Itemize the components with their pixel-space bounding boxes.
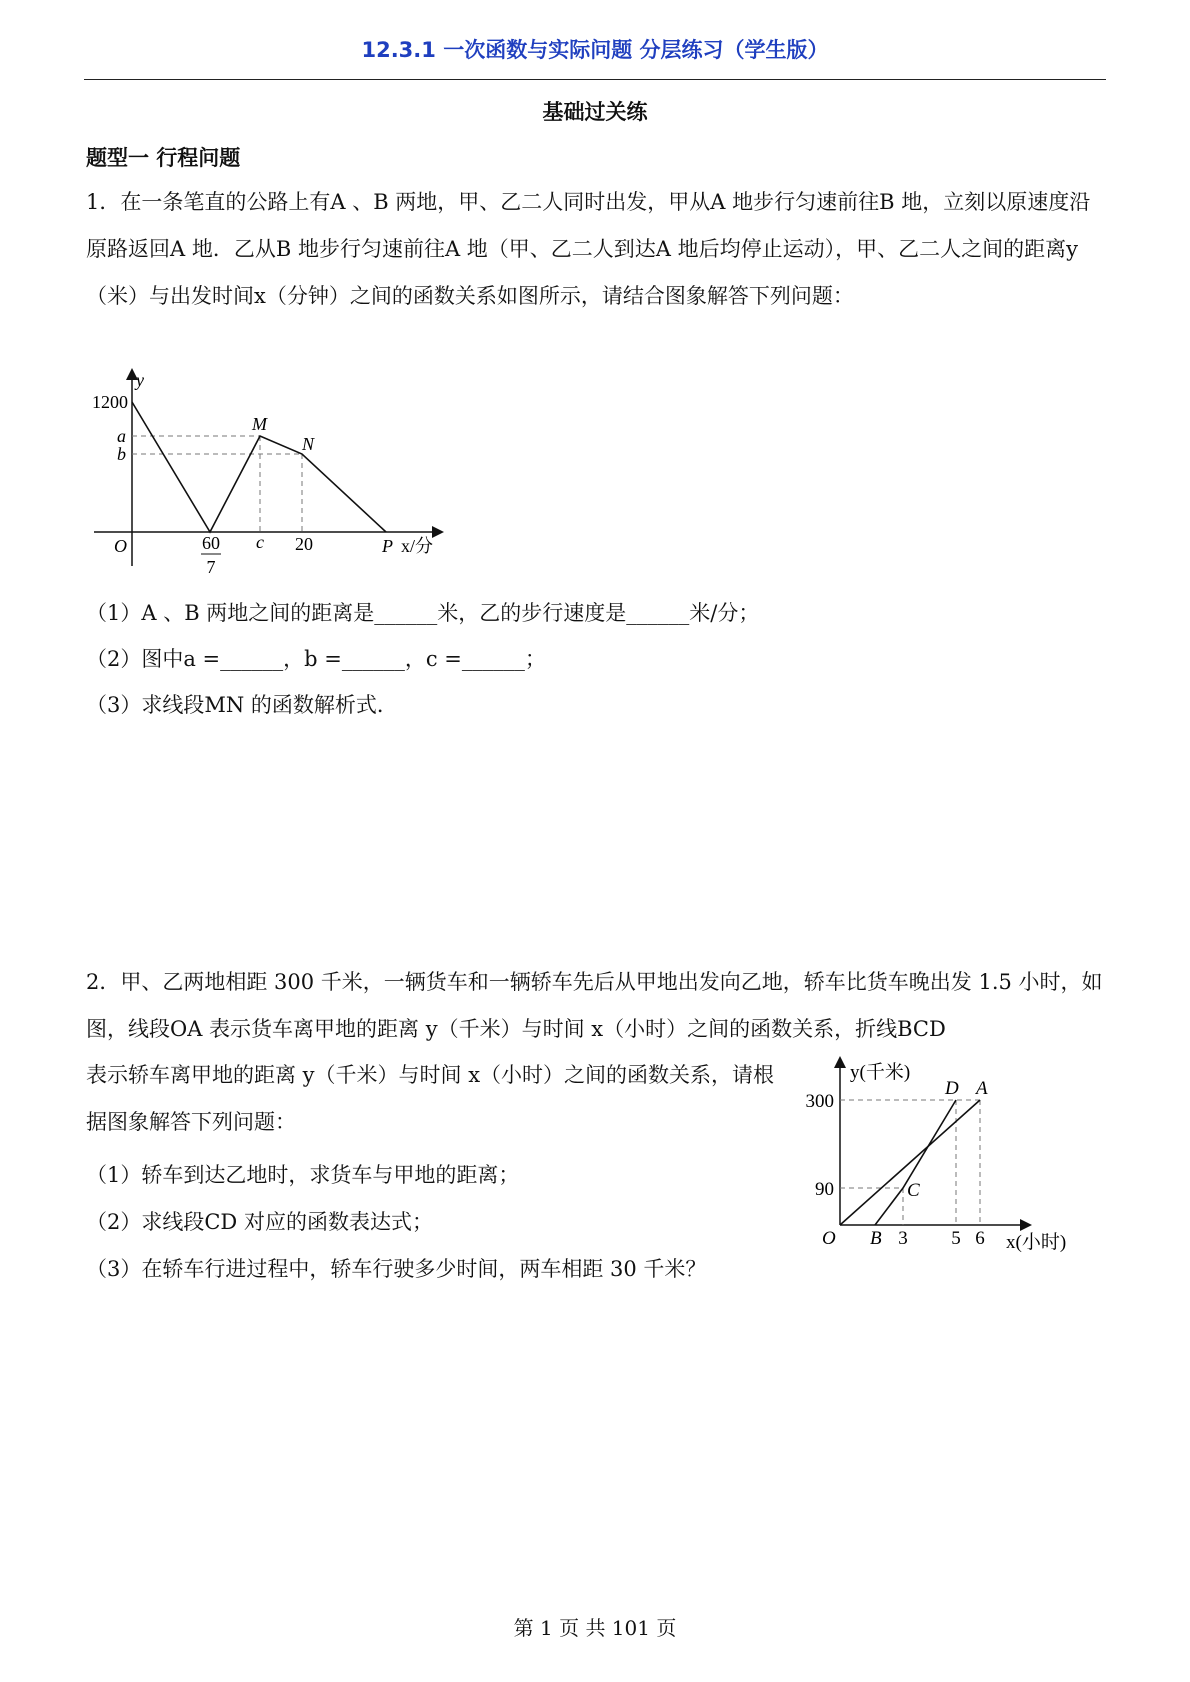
p1-y-axis-label: y bbox=[136, 370, 144, 390]
p2-point-b: B bbox=[870, 1228, 882, 1249]
p2-y-tick-90: 90 bbox=[815, 1179, 834, 1200]
problem2-question-1: （1）轿车到达乙地时，求货车与甲地的距离； bbox=[86, 1163, 520, 1187]
p2-x-tick-3: 3 bbox=[898, 1228, 908, 1249]
p2-y-tick-300: 300 bbox=[805, 1091, 834, 1112]
p2-x-tick-5: 5 bbox=[951, 1228, 961, 1249]
problem2-statement-a: 2．甲、乙两地相距 300 千米，一辆货车和一辆轿车先后从甲地出发向乙地，轿车比货车晚出发 1.5 小时，如图，线段OA 表示货车离甲地的距离 y（千米）与时间 x（小时）之间的函数关系，折线BCD bbox=[86, 970, 1103, 1041]
page-footer: 第 1 页 共 101 页 bbox=[513, 1616, 677, 1640]
p1-x-axis-label: x/分 bbox=[401, 536, 434, 556]
p1-y-tick-1200: 1200 bbox=[92, 392, 128, 412]
problem2-statement-b: 表示轿车离甲地的距离 y（千米）与时间 x（小时）之间的函数关系，请根据图象解答下列问题： bbox=[86, 1063, 775, 1134]
problem1-question-2: （2）图中a =______，b =______，c =______； bbox=[86, 647, 546, 671]
p2-x-tick-6: 6 bbox=[975, 1228, 985, 1249]
p2-point-d: D bbox=[945, 1078, 959, 1099]
type-heading: 题型一 行程问题 bbox=[86, 146, 241, 170]
p2-y-axis-label: y(千米) bbox=[850, 1062, 911, 1083]
p2-truck-line-oa bbox=[840, 1100, 980, 1225]
p1-x-tick-frac-den: 7 bbox=[206, 557, 216, 577]
p1-x-tick-frac-num: 60 bbox=[202, 533, 220, 553]
header-divider bbox=[84, 79, 1106, 80]
p1-point-n: N bbox=[302, 434, 315, 454]
problem2-graph bbox=[790, 1052, 1090, 1262]
problem1-statement: 1．在一条笔直的公路上有A 、B 两地，甲、乙二人同时出发，甲从A 地步行匀速前往B 地，立刻以原速度沿原路返回A 地．乙从B 地步行匀速前往A 地（甲、乙二人到达A 地后均停止运动），甲、乙二人之间的距离y（米）与出发时间x（分钟）之间的函数关系如图所示，请结合图象解答下列问题： bbox=[86, 190, 1091, 308]
p2-point-c: C bbox=[907, 1180, 920, 1201]
p1-y-tick-a: a bbox=[117, 426, 126, 446]
problem2-question-3: （3）在轿车行进过程中，轿车行驶多少时间，两车相距 30 千米？ bbox=[86, 1257, 707, 1281]
p1-origin: O bbox=[114, 536, 127, 556]
p1-point-m: M bbox=[252, 414, 267, 434]
problem1-graph bbox=[78, 368, 458, 578]
problem1-question-3: （3）求线段MN 的函数解析式． bbox=[86, 693, 398, 717]
p1-point-p: P bbox=[382, 536, 393, 556]
p1-x-tick-c: c bbox=[256, 532, 264, 552]
p2-point-a: A bbox=[976, 1078, 988, 1099]
p1-y-tick-b: b bbox=[117, 444, 126, 464]
document-title: 12.3.1 一次函数与实际问题 分层练习（学生版） bbox=[361, 38, 829, 62]
p2-origin: O bbox=[822, 1228, 836, 1249]
section-title: 基础过关练 bbox=[542, 100, 648, 124]
problem1-question-1: （1）A 、B 两地之间的距离是______米，乙的步行速度是______米/分； bbox=[86, 601, 760, 625]
problem2-question-2: （2）求线段CD 对应的函数表达式； bbox=[86, 1210, 433, 1234]
p1-x-tick-20: 20 bbox=[295, 534, 313, 554]
p2-x-axis-label: x(小时) bbox=[1006, 1232, 1067, 1253]
p2-car-polyline-bcd bbox=[875, 1100, 956, 1225]
